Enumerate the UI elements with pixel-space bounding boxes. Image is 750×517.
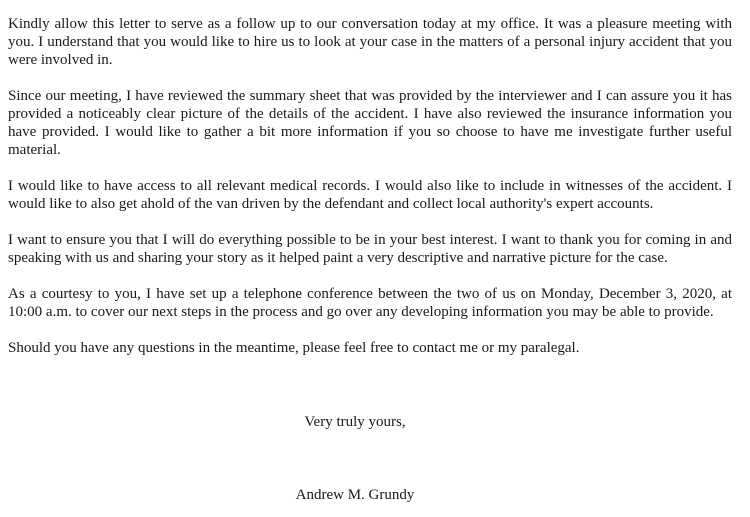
- letter-body: [8, 15, 732, 503]
- paragraph-review: Since our meeting, I have reviewed the summary sheet that was provided by the interviewer and I can assure you it has provided a noticeably clear picture of the details of the accident. I have also reviewed the insurance information you have provided. I would like to gather a bit more information if you so choose to have me investigate further useful material.: [8, 88, 732, 158]
- paragraph-conference: As a courtesy to you, I have set up a telephone conference between the two of us on Monday, December 3, 2020, at 10:00 a.m. to cover our next steps in the process and go over any developing information you may be able to provide.: [8, 286, 732, 320]
- closing-salutation: Very truly yours,: [304, 414, 406, 430]
- paragraph-follow-up: Kindly allow this letter to serve as a follow up to our conversation today at my office. It was a pleasure meeting with you. I understand that you would like to hire us to look at your case in the matters of a personal injury accident that you were involved in.: [8, 16, 732, 68]
- paragraph-assurance: I want to ensure you that I will do everything possible to be in your best interest. I want to thank you for coming in and speaking with us and sharing your story as it helped paint a very descriptive and narrative picture for the case.: [8, 232, 732, 266]
- paragraph-questions: Should you have any questions in the meantime, please feel free to contact me or my paralegal.: [8, 340, 580, 356]
- paragraph-records: I would like to have access to all relevant medical records. I would also like to include in witnesses of the accident. I would like to also get ahold of the van driven by the defendant and collect local authority's expert accounts.: [8, 178, 732, 212]
- signature-name: Andrew M. Grundy: [295, 487, 415, 503]
